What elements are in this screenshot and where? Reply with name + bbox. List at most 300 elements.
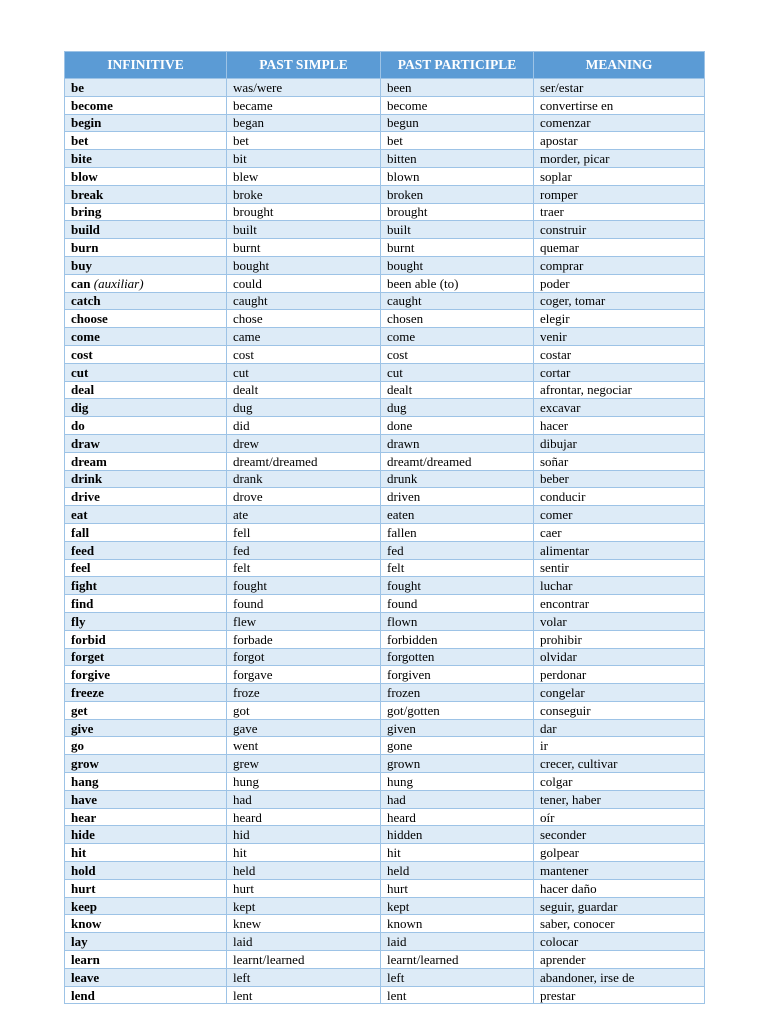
cell-past-participle: been <box>381 79 534 97</box>
cell-past-simple: knew <box>227 915 381 933</box>
cell-meaning: saber, conocer <box>534 915 705 933</box>
infinitive-text: keep <box>71 898 97 914</box>
cell-past-simple: fed <box>227 541 381 559</box>
cell-meaning: mantener <box>534 862 705 880</box>
cell-past-simple: left <box>227 968 381 986</box>
cell-past-simple: gave <box>227 719 381 737</box>
cell-past-simple: began <box>227 114 381 132</box>
cell-meaning: colgar <box>534 773 705 791</box>
infinitive-text: buy <box>71 257 92 273</box>
table-row <box>65 434 705 452</box>
table-row <box>65 897 705 915</box>
infinitive-text: come <box>71 329 100 345</box>
cell-past-simple: hung <box>227 773 381 791</box>
cell-past-simple: brought <box>227 203 381 221</box>
infinitive-text: forbid <box>71 631 106 647</box>
cell-meaning: prestar <box>534 986 705 1004</box>
cell-meaning: caer <box>534 523 705 541</box>
cell-past-participle: hung <box>381 773 534 791</box>
cell-meaning: colocar <box>534 933 705 951</box>
infinitive-text: feed <box>71 542 95 558</box>
cell-past-participle: broken <box>381 185 534 203</box>
cell-past-participle: felt <box>381 559 534 577</box>
cell-past-participle: had <box>381 790 534 808</box>
table-row <box>65 808 705 826</box>
cell-past-simple: cut <box>227 363 381 381</box>
cell-past-participle: fed <box>381 541 534 559</box>
cell-meaning: perdonar <box>534 666 705 684</box>
infinitive-text: go <box>71 738 84 754</box>
cell-infinitive <box>65 915 227 933</box>
infinitive-text: hear <box>71 809 97 825</box>
header-meaning: MEANING <box>534 52 705 79</box>
infinitive-text: bite <box>71 151 92 167</box>
table-row <box>65 292 705 310</box>
cell-infinitive <box>65 844 227 862</box>
infinitive-text: cut <box>71 364 89 380</box>
cell-meaning: beber <box>534 470 705 488</box>
cell-past-simple: hid <box>227 826 381 844</box>
cell-past-simple: was/were <box>227 79 381 97</box>
cell-meaning: seguir, guardar <box>534 897 705 915</box>
cell-meaning: afrontar, negociar <box>534 381 705 399</box>
table-row <box>65 132 705 150</box>
table-row <box>65 96 705 114</box>
cell-meaning: elegir <box>534 310 705 328</box>
table-row <box>65 381 705 399</box>
infinitive-text: hang <box>71 773 99 789</box>
cell-past-simple: laid <box>227 933 381 951</box>
table-row <box>65 577 705 595</box>
table-row <box>65 630 705 648</box>
cell-past-simple: bought <box>227 256 381 274</box>
cell-past-simple: drove <box>227 488 381 506</box>
cell-past-simple: went <box>227 737 381 755</box>
cell-meaning: cortar <box>534 363 705 381</box>
cell-meaning: dar <box>534 719 705 737</box>
cell-meaning: ir <box>534 737 705 755</box>
cell-past-simple: could <box>227 274 381 292</box>
cell-meaning: volar <box>534 612 705 630</box>
cell-past-simple: bet <box>227 132 381 150</box>
cell-past-participle: hit <box>381 844 534 862</box>
cell-infinitive <box>65 790 227 808</box>
cell-past-participle: begun <box>381 114 534 132</box>
cell-infinitive <box>65 755 227 773</box>
cell-infinitive <box>65 897 227 915</box>
cell-past-simple: got <box>227 701 381 719</box>
cell-past-simple: forgave <box>227 666 381 684</box>
cell-past-participle: brought <box>381 203 534 221</box>
cell-meaning: hacer <box>534 417 705 435</box>
cell-infinitive <box>65 951 227 969</box>
cell-infinitive <box>65 345 227 363</box>
cell-infinitive <box>65 292 227 310</box>
table-row <box>65 417 705 435</box>
cell-past-participle: gone <box>381 737 534 755</box>
table-row <box>65 612 705 630</box>
infinitive-text: get <box>71 702 88 718</box>
infinitive-text: lend <box>71 987 95 1003</box>
cell-past-participle: got/gotten <box>381 701 534 719</box>
table-row <box>65 506 705 524</box>
cell-past-simple: found <box>227 595 381 613</box>
cell-past-participle: forgotten <box>381 648 534 666</box>
infinitive-text: bring <box>71 204 102 220</box>
cell-infinitive <box>65 630 227 648</box>
cell-past-participle: dug <box>381 399 534 417</box>
infinitive-text: burn <box>71 240 99 256</box>
cell-meaning: romper <box>534 185 705 203</box>
table-row <box>65 826 705 844</box>
cell-meaning: hacer daño <box>534 879 705 897</box>
cell-meaning: congelar <box>534 684 705 702</box>
cell-meaning: poder <box>534 274 705 292</box>
cell-past-simple: dealt <box>227 381 381 399</box>
cell-past-participle: dealt <box>381 381 534 399</box>
cell-past-simple: broke <box>227 185 381 203</box>
cell-infinitive <box>65 417 227 435</box>
cell-past-participle: left <box>381 968 534 986</box>
table-row <box>65 185 705 203</box>
infinitive-text: choose <box>71 311 108 327</box>
cell-past-simple: forgot <box>227 648 381 666</box>
cell-meaning: alimentar <box>534 541 705 559</box>
table-row <box>65 915 705 933</box>
table-row <box>65 203 705 221</box>
cell-past-participle: bought <box>381 256 534 274</box>
cell-past-simple: caught <box>227 292 381 310</box>
table-row <box>65 666 705 684</box>
cell-meaning: tener, haber <box>534 790 705 808</box>
cell-infinitive <box>65 773 227 791</box>
table-row <box>65 167 705 185</box>
table-row <box>65 862 705 880</box>
table-row <box>65 239 705 257</box>
cell-past-participle: caught <box>381 292 534 310</box>
cell-infinitive <box>65 523 227 541</box>
cell-past-simple: grew <box>227 755 381 773</box>
cell-past-participle: drunk <box>381 470 534 488</box>
cell-meaning: luchar <box>534 577 705 595</box>
cell-meaning: seconder <box>534 826 705 844</box>
cell-past-participle: held <box>381 862 534 880</box>
cell-infinitive <box>65 79 227 97</box>
cell-infinitive <box>65 648 227 666</box>
cell-past-participle: found <box>381 595 534 613</box>
cell-meaning: encontrar <box>534 595 705 613</box>
cell-meaning: coger, tomar <box>534 292 705 310</box>
infinitive-text: forget <box>71 649 105 665</box>
table-row <box>65 648 705 666</box>
cell-infinitive <box>65 114 227 132</box>
cell-past-participle: cost <box>381 345 534 363</box>
cell-meaning: golpear <box>534 844 705 862</box>
cell-past-simple: fought <box>227 577 381 595</box>
cell-past-participle: eaten <box>381 506 534 524</box>
cell-meaning: costar <box>534 345 705 363</box>
cell-meaning: morder, picar <box>534 150 705 168</box>
cell-past-participle: cut <box>381 363 534 381</box>
infinitive-text: bet <box>71 133 89 149</box>
table-row <box>65 879 705 897</box>
cell-infinitive <box>65 577 227 595</box>
cell-past-simple: burnt <box>227 239 381 257</box>
infinitive-text: dream <box>71 453 107 469</box>
cell-past-simple: held <box>227 862 381 880</box>
table-row <box>65 844 705 862</box>
infinitive-text: hold <box>71 862 96 878</box>
cell-meaning: construir <box>534 221 705 239</box>
cell-past-participle: drawn <box>381 434 534 452</box>
infinitive-text: build <box>71 222 100 238</box>
cell-past-participle: bet <box>381 132 534 150</box>
cell-past-participle: built <box>381 221 534 239</box>
cell-infinitive <box>65 808 227 826</box>
cell-infinitive <box>65 221 227 239</box>
table-row <box>65 470 705 488</box>
table-row <box>65 488 705 506</box>
cell-meaning: oír <box>534 808 705 826</box>
cell-past-simple: hit <box>227 844 381 862</box>
infinitive-text: know <box>71 916 102 932</box>
cell-meaning: comer <box>534 506 705 524</box>
infinitive-text: drink <box>71 471 103 487</box>
infinitive-text: lay <box>71 934 88 950</box>
cell-meaning: conducir <box>534 488 705 506</box>
infinitive-text: hit <box>71 845 87 861</box>
cell-past-participle: learnt/learned <box>381 951 534 969</box>
infinitive-text: fly <box>71 613 86 629</box>
cell-past-participle: fought <box>381 577 534 595</box>
infinitive-text: leave <box>71 969 100 985</box>
cell-meaning: quemar <box>534 239 705 257</box>
cell-past-participle: hidden <box>381 826 534 844</box>
cell-infinitive <box>65 595 227 613</box>
cell-infinitive <box>65 363 227 381</box>
infinitive-text: be <box>71 79 84 95</box>
cell-past-simple: heard <box>227 808 381 826</box>
cell-past-participle: done <box>381 417 534 435</box>
cell-meaning: abandoner, irse de <box>534 968 705 986</box>
header-past-simple: PAST SIMPLE <box>227 52 381 79</box>
infinitive-text: draw <box>71 435 100 451</box>
cell-infinitive <box>65 328 227 346</box>
cell-infinitive <box>65 399 227 417</box>
cell-meaning: sentir <box>534 559 705 577</box>
table-row <box>65 755 705 773</box>
cell-meaning: traer <box>534 203 705 221</box>
infinitive-text: begin <box>71 115 102 131</box>
infinitive-text: eat <box>71 507 88 523</box>
table-row <box>65 951 705 969</box>
cell-meaning: crecer, cultivar <box>534 755 705 773</box>
table-row <box>65 221 705 239</box>
table-row <box>65 986 705 1004</box>
table-row <box>65 559 705 577</box>
cell-meaning: prohibir <box>534 630 705 648</box>
cell-past-participle: dreamt/dreamed <box>381 452 534 470</box>
cell-infinitive <box>65 452 227 470</box>
table-row <box>65 968 705 986</box>
infinitive-text: break <box>71 186 104 202</box>
cell-infinitive <box>65 612 227 630</box>
table-row <box>65 79 705 97</box>
cell-infinitive <box>65 737 227 755</box>
table-row <box>65 345 705 363</box>
infinitive-text: become <box>71 97 113 113</box>
table-row <box>65 773 705 791</box>
table-row <box>65 595 705 613</box>
cell-infinitive <box>65 132 227 150</box>
cell-meaning: soplar <box>534 167 705 185</box>
header-past-participle: PAST PARTICIPLE <box>381 52 534 79</box>
infinitive-text: dig <box>71 400 89 416</box>
table-row <box>65 790 705 808</box>
cell-infinitive <box>65 719 227 737</box>
cell-meaning: comprar <box>534 256 705 274</box>
cell-past-participle: heard <box>381 808 534 826</box>
cell-meaning: soñar <box>534 452 705 470</box>
cell-infinitive <box>65 203 227 221</box>
table-row <box>65 114 705 132</box>
cell-past-simple: learnt/learned <box>227 951 381 969</box>
cell-infinitive <box>65 96 227 114</box>
cell-past-participle: driven <box>381 488 534 506</box>
cell-infinitive <box>65 701 227 719</box>
cell-past-participle: flown <box>381 612 534 630</box>
cell-past-participle: fallen <box>381 523 534 541</box>
header-row <box>65 52 705 79</box>
cell-past-participle: frozen <box>381 684 534 702</box>
cell-past-simple: kept <box>227 897 381 915</box>
cell-infinitive <box>65 986 227 1004</box>
infinitive-text: feel <box>71 560 91 576</box>
cell-past-participle: bitten <box>381 150 534 168</box>
cell-past-participle: become <box>381 96 534 114</box>
infinitive-text: catch <box>71 293 101 309</box>
cell-infinitive <box>65 274 227 292</box>
table-row <box>65 452 705 470</box>
cell-past-simple: cost <box>227 345 381 363</box>
irregular-verbs-table <box>64 51 705 1004</box>
table-row <box>65 719 705 737</box>
cell-past-simple: flew <box>227 612 381 630</box>
cell-past-simple: ate <box>227 506 381 524</box>
cell-past-participle: chosen <box>381 310 534 328</box>
cell-meaning: excavar <box>534 399 705 417</box>
cell-meaning: aprender <box>534 951 705 969</box>
infinitive-text: learn <box>71 951 100 967</box>
cell-past-participle: burnt <box>381 239 534 257</box>
cell-infinitive <box>65 879 227 897</box>
infinitive-text: cost <box>71 346 93 362</box>
cell-past-simple: came <box>227 328 381 346</box>
table-row <box>65 933 705 951</box>
infinitive-text: forgive <box>71 667 110 683</box>
table-row <box>65 701 705 719</box>
table-row <box>65 541 705 559</box>
cell-infinitive <box>65 434 227 452</box>
cell-infinitive <box>65 381 227 399</box>
infinitive-text: deal <box>71 382 95 398</box>
cell-meaning: conseguir <box>534 701 705 719</box>
cell-past-simple: drank <box>227 470 381 488</box>
table-row <box>65 328 705 346</box>
infinitive-text: find <box>71 596 94 611</box>
table-body <box>65 79 705 1004</box>
cell-past-simple: fell <box>227 523 381 541</box>
table-row <box>65 523 705 541</box>
infinitive-text: freeze <box>71 684 104 700</box>
table-row <box>65 737 705 755</box>
cell-infinitive <box>65 185 227 203</box>
cell-past-simple: dug <box>227 399 381 417</box>
cell-infinitive <box>65 862 227 880</box>
cell-past-simple: became <box>227 96 381 114</box>
cell-infinitive <box>65 541 227 559</box>
table-header <box>65 52 705 79</box>
infinitive-text: hide <box>71 827 95 843</box>
cell-past-participle: known <box>381 915 534 933</box>
cell-past-simple: bit <box>227 150 381 168</box>
cell-past-participle: lent <box>381 986 534 1004</box>
infinitive-text: give <box>71 720 94 736</box>
cell-past-simple: did <box>227 417 381 435</box>
cell-past-simple: froze <box>227 684 381 702</box>
cell-past-participle: forgiven <box>381 666 534 684</box>
infinitive-text: fight <box>71 578 97 594</box>
infinitive-text: blow <box>71 168 98 184</box>
cell-past-participle: hurt <box>381 879 534 897</box>
cell-infinitive <box>65 470 227 488</box>
cell-past-simple: blew <box>227 167 381 185</box>
infinitive-text: fall <box>71 524 90 540</box>
cell-meaning: convertirse en <box>534 96 705 114</box>
cell-past-simple: dreamt/dreamed <box>227 452 381 470</box>
cell-infinitive <box>65 150 227 168</box>
infinitive-text: do <box>71 418 85 434</box>
cell-past-simple: had <box>227 790 381 808</box>
infinitive-text: can <box>71 275 91 291</box>
table-row <box>65 256 705 274</box>
infinitive-note: (auxiliar) <box>93 275 144 291</box>
cell-past-simple: felt <box>227 559 381 577</box>
cell-past-simple: drew <box>227 434 381 452</box>
cell-infinitive <box>65 684 227 702</box>
infinitive-text: drive <box>71 489 100 505</box>
cell-infinitive <box>65 310 227 328</box>
cell-meaning: dibujar <box>534 434 705 452</box>
infinitive-text: have <box>71 791 97 807</box>
cell-infinitive <box>65 239 227 257</box>
header-infinitive: INFINITIVE <box>65 52 227 79</box>
table-row <box>65 310 705 328</box>
cell-past-simple: chose <box>227 310 381 328</box>
cell-infinitive <box>65 666 227 684</box>
cell-past-simple: lent <box>227 986 381 1004</box>
cell-meaning: olvidar <box>534 648 705 666</box>
cell-meaning: comenzar <box>534 114 705 132</box>
table-row <box>65 684 705 702</box>
table-row <box>65 399 705 417</box>
cell-past-participle: laid <box>381 933 534 951</box>
cell-meaning: venir <box>534 328 705 346</box>
cell-infinitive <box>65 826 227 844</box>
cell-infinitive <box>65 167 227 185</box>
cell-past-participle: given <box>381 719 534 737</box>
cell-past-participle: come <box>381 328 534 346</box>
